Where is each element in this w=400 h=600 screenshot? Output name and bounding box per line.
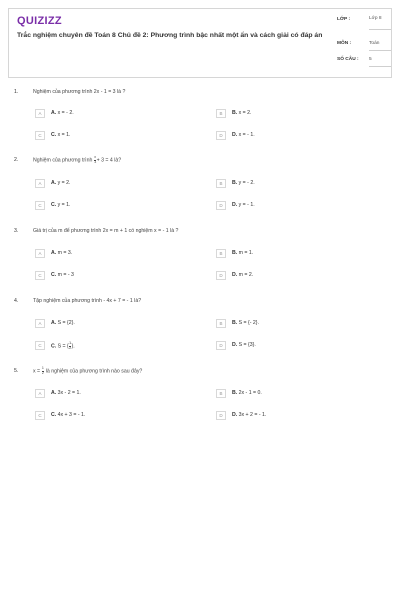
option-a[interactable] — [35, 249, 195, 258]
option-text: x = - 2. — [57, 110, 74, 116]
option-d[interactable] — [216, 411, 376, 420]
option-letter: D. — [232, 132, 238, 138]
question-number: 3. — [14, 228, 19, 234]
option-letter: A. — [51, 250, 57, 256]
option-letter: D. — [232, 202, 238, 208]
question-number: 4. — [14, 298, 19, 304]
question-text: Giá trị của m để phương trình 2x = m + 1 có nghiệm x = - 1 là ? — [33, 228, 179, 234]
option-b[interactable] — [216, 109, 376, 118]
option-text: 3x - 2 = 1. — [57, 390, 81, 396]
option-b[interactable] — [216, 319, 376, 328]
option-d[interactable] — [216, 201, 376, 210]
option-text: S = {2}. — [57, 320, 75, 326]
option-letter: D. — [232, 412, 238, 418]
option-text: m = - 3 — [57, 272, 74, 278]
option-box: D — [216, 271, 226, 280]
option-box: B — [216, 249, 226, 258]
option-text: y = - 2. — [238, 180, 255, 186]
option-a[interactable] — [35, 179, 195, 188]
question-text: Tập nghiệm của phương trình - 4x + 7 = - 1 là? — [33, 298, 142, 304]
option-a[interactable] — [35, 109, 195, 118]
fraction: $\frac{1}{2}$ — [69, 341, 72, 350]
option-box: B — [216, 319, 226, 328]
option-c[interactable] — [35, 271, 195, 280]
option-c[interactable] — [35, 201, 195, 210]
subject-underline — [369, 50, 391, 51]
option-d[interactable] — [216, 131, 376, 140]
option-box: C — [35, 411, 45, 420]
option-box: D — [216, 201, 226, 210]
option-text: y = 1. — [57, 202, 71, 208]
option-text: 4x + 3 = - 1. — [57, 412, 86, 418]
question-text: Nghiệm của phương trình 2x - 1 = 3 là ? — [33, 89, 126, 95]
option-box: D — [216, 341, 226, 350]
option-letter: B. — [232, 320, 238, 326]
question-count-underline — [369, 66, 391, 67]
question-text: x = $\frac{1}{2}$ là nghiệm của phương trình nào sau đây? — [33, 366, 143, 375]
option-letter: A. — [51, 320, 57, 326]
option-box: B — [216, 389, 226, 398]
subject-value: Toán — [369, 41, 380, 46]
fraction: $\frac{x}{3}$ — [94, 155, 97, 164]
fraction: $\frac{1}{2}$ — [41, 366, 44, 375]
option-letter: B. — [232, 180, 238, 186]
option-d[interactable] — [216, 341, 376, 350]
question-count-value: 5 — [369, 57, 372, 62]
option-letter: B. — [232, 110, 238, 116]
option-b[interactable] — [216, 179, 376, 188]
option-c[interactable]: C C. S = { $\frac{1}{2}$ }. — [35, 341, 195, 350]
option-text: x = - 1. — [238, 132, 255, 138]
option-b[interactable] — [216, 249, 376, 258]
option-box: A — [35, 319, 45, 328]
option-text: x = 2. — [238, 110, 252, 116]
option-text: y = - 1. — [238, 202, 255, 208]
option-box: A — [35, 389, 45, 398]
option-text: 2x - 1 = 0. — [238, 390, 262, 396]
option-letter: D. — [232, 272, 238, 278]
option-letter: C. — [51, 412, 57, 418]
option-text: m = 3. — [57, 250, 73, 256]
option-c[interactable] — [35, 131, 195, 140]
subject-label: MÔN : — [337, 41, 352, 46]
grade-value: Lớp 8 — [369, 16, 382, 21]
option-a[interactable] — [35, 319, 195, 328]
option-box: C — [35, 271, 45, 280]
option-text: S = {- 2}. — [238, 320, 259, 326]
option-text: 3x + 2 = - 1. — [238, 412, 267, 418]
option-box: C — [35, 201, 45, 210]
option-box: A — [35, 249, 45, 258]
option-box: A — [35, 109, 45, 118]
option-text: S = {3}. — [238, 342, 256, 348]
option-letter: C. — [51, 202, 57, 208]
question-count-label: SỐ CÂU : — [337, 57, 359, 62]
option-box: C — [35, 131, 45, 140]
grade-label: LỚP : — [337, 17, 351, 22]
question-number: 2. — [14, 157, 19, 163]
worksheet-header — [8, 8, 392, 78]
option-letter: B. — [232, 390, 238, 396]
option-letter: B. — [232, 250, 238, 256]
grade-underline — [369, 29, 391, 30]
option-box: C — [35, 341, 45, 350]
option-text: y = 2. — [57, 180, 71, 186]
option-d[interactable] — [216, 271, 376, 280]
option-letter: C. — [51, 343, 57, 350]
option-box: A — [35, 179, 45, 188]
option-letter: C. — [51, 132, 57, 138]
option-box: B — [216, 179, 226, 188]
question-text: Nghiệm của phương trình $\frac{x}{3}$ + 3 = 4 là? — [33, 155, 122, 164]
quizizz-logo: QUIZIZZ — [17, 15, 62, 27]
option-text: m = 2. — [238, 272, 254, 278]
option-letter: A. — [51, 180, 57, 186]
option-box: D — [216, 411, 226, 420]
option-box: D — [216, 131, 226, 140]
option-box: B — [216, 109, 226, 118]
option-letter: D. — [232, 342, 238, 348]
option-text: x = 1. — [57, 132, 71, 138]
option-letter: C. — [51, 272, 57, 278]
option-a[interactable] — [35, 389, 195, 398]
option-letter: A. — [51, 110, 57, 116]
option-c[interactable] — [35, 411, 195, 420]
option-letter: A. — [51, 390, 57, 396]
worksheet-title: Trắc nghiệm chuyên đề Toán 8 Chủ đề 2: Phương trình bậc nhất một ẩn và cách giải có đáp án — [17, 32, 323, 39]
question-number: 5. — [14, 368, 19, 374]
option-text: m = 1. — [238, 250, 254, 256]
option-b[interactable] — [216, 389, 376, 398]
question-number: 1. — [14, 89, 19, 95]
